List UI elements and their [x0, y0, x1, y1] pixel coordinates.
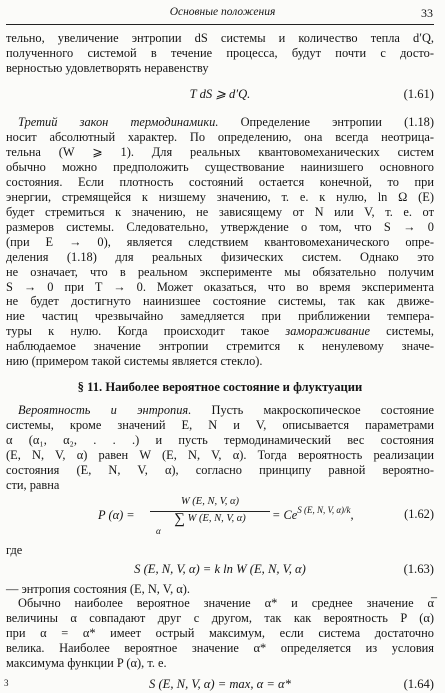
- text-line: будет стремиться к значению, не зависящему от N или V, т. е. от: [6, 204, 434, 219]
- paragraph-heading-probability: Вероятность и энтропия.: [18, 402, 192, 417]
- paragraph-heading-third-law: Третий закон термодинамики.: [18, 114, 219, 129]
- paragraph-start-line: [6, 402, 434, 418]
- text-line: энергии, стремящейся к низшему значению, т. е. к нулю, ln Ω (E): [6, 189, 434, 204]
- text-line: [6, 323, 434, 339]
- equation-1-62: [6, 495, 434, 539]
- equation-body: S (E, N, V, α) = k ln W (E, N, V, α): [134, 561, 306, 576]
- equation-number: (1.62): [404, 507, 434, 522]
- text-run: Определение энтропии (1.18): [218, 114, 435, 129]
- text-line: не означает, что в реальном эксперименте мы обязательно получим: [6, 264, 434, 279]
- text-line: обычно можно предположить существование наинизшего основного: [6, 159, 434, 174]
- page-number: 33: [421, 6, 433, 20]
- equation-number: (1.64): [403, 676, 434, 691]
- equation-1-63: [6, 560, 434, 578]
- equation-number: (1.63): [403, 561, 434, 576]
- text-line: тельна (W ⩾ 1). Для реальных квантовомеханических систем: [6, 144, 434, 159]
- text-line: размеров системы. Следовательно, утверждение о том, что S → 0: [6, 219, 434, 234]
- text-line: при α = α* имеет острый максимум, если система достаточно: [6, 626, 434, 641]
- text-line: ние частиц чрезвычайно замедляется при приближении темпера-: [6, 309, 434, 324]
- equation-body: T dS ⩾ d′Q.: [189, 86, 251, 101]
- text-run: туры к нулю. Когда происходит такое: [6, 324, 286, 339]
- text-line: носит абсолютный характер. По определению, она всегда неотрица-: [6, 129, 434, 144]
- sum-index: α: [156, 526, 161, 537]
- equation-number: (1.61): [403, 86, 434, 101]
- equation-body: S (E, N, V, α) = max, α = α*: [149, 676, 291, 691]
- text-line: величины α совпадают друг с другом, так как вероятность P (α): [6, 611, 434, 626]
- denominator-text: W (E, N, V, α): [187, 513, 246, 525]
- text-run: системы,: [369, 324, 434, 339]
- equation-rhs: [272, 505, 354, 523]
- text-line: состояния (E, N, V, α), согласно принципу равной вероятно-: [6, 462, 434, 477]
- text-line: (E, N, V, α) равен W (E, N, V, α). Тогда вероятность реализации: [6, 447, 434, 462]
- rhs-comma: ,: [350, 508, 354, 523]
- text-line: полученного системой в течение процесса, будут почти с досто-: [6, 45, 434, 60]
- header-rule: [6, 24, 434, 25]
- text-line: нию (примером такой системы является стекло).: [6, 354, 263, 369]
- equation-lhs: P (α) =: [98, 508, 135, 523]
- text-line: S → 0 при T → 0. Может оказаться, что во время эксперимента: [6, 279, 434, 294]
- text-line: сти, равна: [6, 477, 60, 492]
- sum-sign: ∑: [174, 511, 185, 528]
- section-heading: § 11. Наиболее вероятное состояние и флуктуации: [77, 379, 363, 394]
- fraction-numerator: W (E, N, V, α): [180, 496, 240, 508]
- text-line: деления (1.18) для реальных физических систем. Однако это: [6, 249, 434, 264]
- equation-1-64: [6, 675, 434, 693]
- corner-mark: 3: [4, 678, 9, 688]
- text-line: не будет достигнуто наинизшее состояние системы, так как движе-: [6, 294, 434, 309]
- running-header-title: Основные положения: [169, 6, 276, 18]
- paragraph-start-line: [6, 114, 434, 130]
- text-line: — энтропия состояния (E, N, V, α).: [6, 581, 190, 596]
- text-line: α (α₁, α₂, . . .) и пусть термодинамический вес состояния: [6, 432, 434, 447]
- text-line: (при E → 0), является следствием квантовомеханического опре-: [6, 234, 434, 249]
- text-line: тельно, увеличение энтропии dS системы и количество тепла d′Q,: [6, 30, 434, 45]
- text-line: где: [6, 543, 23, 558]
- text-run: Пусть макроскопическое состояние: [191, 402, 434, 417]
- text-line: состояния. Если плотность состояний остается конечной, то при: [6, 174, 434, 189]
- text-line: системы, кроме значений E, N и V, описывается параметрами: [6, 417, 434, 432]
- text-line: наблюдаемое значение энтропии стремится к ненулевому значе-: [6, 339, 434, 354]
- text-line: верностью удовлетворять неравенству: [6, 60, 209, 75]
- rhs-exponent: S (E, N, V, α)/k: [297, 505, 351, 516]
- text-line: Обычно наиболее вероятное значение α* и среднее значение α̅: [18, 596, 434, 611]
- rhs-base: = Ce: [272, 508, 298, 523]
- running-header: [0, 6, 445, 22]
- emphasis-freezing: замораживание: [285, 324, 370, 339]
- text-line: велика. Наиболее вероятное значение α* определяется из условия: [6, 641, 434, 656]
- fraction-denominator: [150, 512, 270, 526]
- equation-1-61: [6, 85, 434, 103]
- text-line: максимума функции P (α), т. е.: [6, 656, 167, 671]
